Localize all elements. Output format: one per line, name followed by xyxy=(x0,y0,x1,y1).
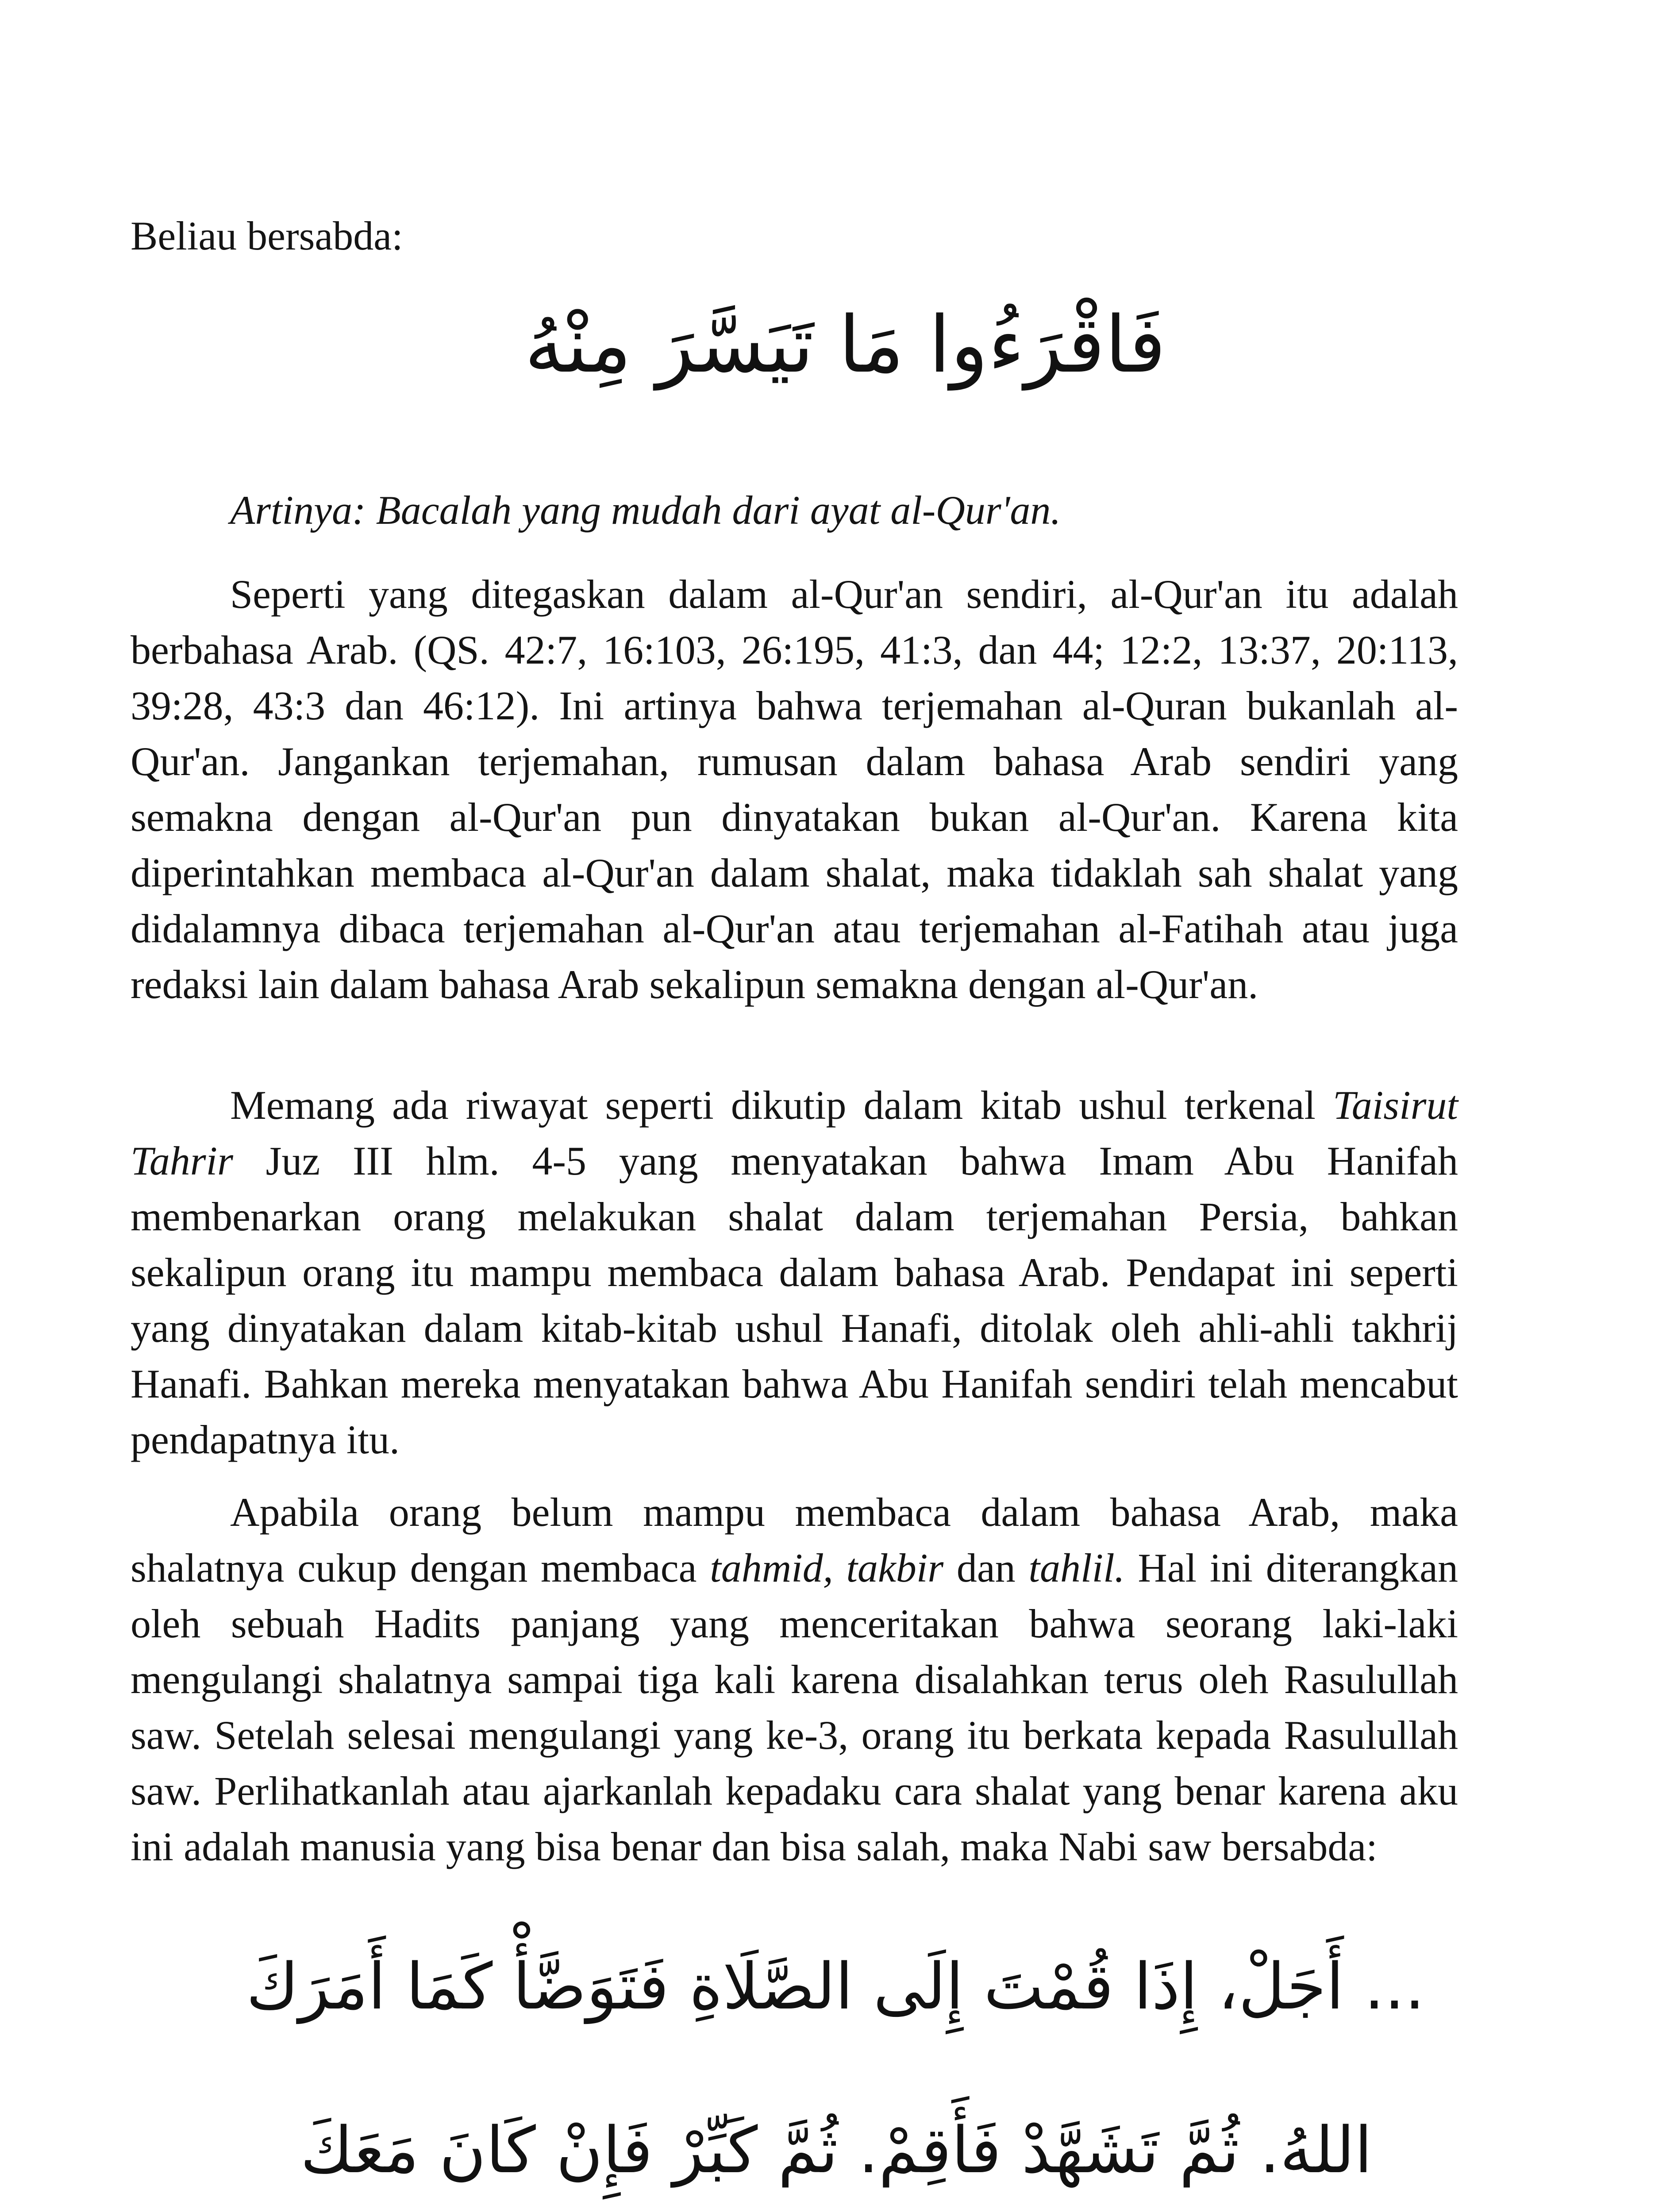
term-tahmid: tahmid, xyxy=(710,1545,833,1590)
paragraph-3-before: Apabila orang belum mampu membaca dalam bahasa Arab, maka shalatnya cukup dengan membaca xyxy=(131,1490,1458,1590)
term-tahlil: tahlil. xyxy=(1028,1545,1125,1590)
paragraph-3-connector: dan xyxy=(943,1545,1029,1590)
paragraph-2 xyxy=(131,1077,1458,1467)
term-takbir: takbir xyxy=(846,1545,944,1590)
intro-line: Beliau bersabda: xyxy=(131,213,403,258)
paragraph-3 xyxy=(131,1484,1458,1874)
paragraph-2-after: Juz III hlm. 4-5 yang menyatakan bahwa Imam Abu Hanifah membenarkan orang melakukan shalat dalam terjemahan Persia, bahkan sekalipun orang itu mampu membaca dalam bahasa Arab. Pendapat ini seperti yang dinyatakan dalam kitab-kitab ushul Hanafi, ditolak oleh ahli-ahli takhrij Hanafi. Bahkan mereka menyatakan bahwa Abu Hanifah sendiri telah mencabut pendapatnya itu. xyxy=(131,1138,1458,1462)
translation-line: Artinya: Bacalah yang mudah dari ayat al-Qur'an. xyxy=(230,488,1061,533)
book-title: Taisirut Tahrir xyxy=(131,1083,1458,1183)
arabic-quote-2: ... أَجَلْ، إِذَا قُمْتَ إِلَى الصَّلَاةِ فَتَوَضَّأْ كَمَا أَمَرَكَ xyxy=(246,1949,1425,2024)
paragraph-3-after: Hal ini diterangkan oleh sebuah Hadits panjang yang menceritakan bahwa seorang laki-laki mengulangi shalatnya sampai tiga kali karena disalahkan terus oleh Rasulullah saw. Setelah selesai mengulangi yang ke-3, orang itu berkata kepada Rasulullah saw. Perlihatkanlah atau ajarkanlah kepadaku cara shalat yang benar karena aku ini adalah manusia yang bisa benar dan bisa salah, maka Nabi saw bersabda: xyxy=(131,1545,1458,1869)
arabic-quote-1: فَاقْرَءُوا مَا تَيَسَّرَ مِنْهُ xyxy=(524,300,1166,390)
paragraph-1: Seperti yang ditegaskan dalam al-Qur'an sendiri, al-Qur'an itu adalah berbahasa Arab. (QS. 42:7, 16:103, 26:195, 41:3, dan 44; 12:2, 13:37, 20:113, 39:28, 43:3 dan 46:12). Ini artinya bahwa terjemahan al-Quran bukanlah al-Qur'an. Jangankan terjemahan, rumusan dalam bahasa Arab sendiri yang semakna dengan al-Qur'an pun dinyatakan bukan al-Qur'an. Karena kita diperintahkan membaca al-Qur'an dalam shalat, maka tidaklah sah shalat yang didalamnya dibaca terjemahan al-Qur'an atau terjemahan al-Fatihah atau juga redaksi lain dalam bahasa Arab sekalipun semakna dengan al-Qur'an. xyxy=(131,572,1458,1007)
paragraph-2-before: Memang ada riwayat seperti dikutip dalam kitab ushul terkenal xyxy=(230,1083,1333,1128)
arabic-quote-3: اللهُ. ثُمَّ تَشَهَّدْ فَأَقِمْ. ثُمَّ كَبِّرْ فَإِنْ كَانَ مَعَكَ xyxy=(300,2113,1373,2187)
